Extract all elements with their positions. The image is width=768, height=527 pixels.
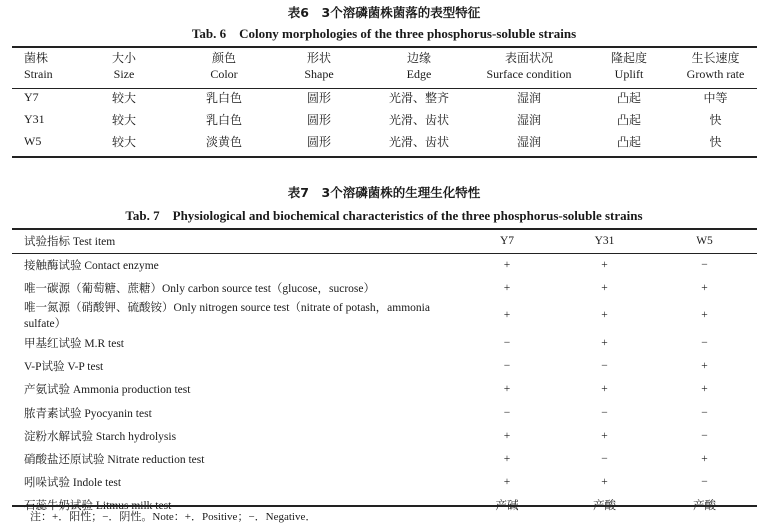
table-cell: − — [503, 336, 511, 349]
header-cn: 生长速度 — [691, 51, 740, 65]
header-cn: 隆起度 — [610, 51, 647, 65]
table-row — [12, 355, 757, 378]
table-cell: W5 — [24, 133, 42, 148]
table-cell: 凸起 — [616, 90, 641, 105]
table-cell: − — [701, 429, 708, 442]
header-cn: 边缘 — [406, 51, 431, 65]
header-cn: 形状 — [306, 51, 331, 65]
table-cell: 湿润 — [516, 134, 541, 149]
table-cell: − — [601, 452, 608, 465]
table6-header-cell — [674, 50, 757, 82]
table7 — [12, 229, 757, 517]
table-row — [12, 331, 757, 354]
table-cell: + — [503, 258, 511, 271]
table6-header-row — [12, 50, 757, 82]
table-cell: 湿润 — [516, 112, 541, 127]
table-cell: 乳白色 — [205, 112, 242, 127]
table6-header-cell — [474, 50, 584, 82]
header-en: Strain — [24, 67, 53, 81]
table-cell: 较大 — [111, 112, 136, 127]
table7-caption-en: Tab. 7 Physiological and biochemical characteristics of the three phosphorus-soluble strains — [125, 208, 643, 223]
table-cell: 湿润 — [516, 90, 541, 105]
table-cell: 唯一氮源（硝酸钾、硫酸铵）Only nitrogen source test（nitrate of potash，ammonia sulfate） — [24, 302, 430, 331]
table-cell: 光滑、齿状 — [388, 112, 449, 127]
header-cn: 颜色 — [211, 51, 236, 65]
table-cell: 圆形 — [306, 112, 331, 127]
table-cell: − — [701, 476, 708, 489]
table-cell: 光滑、整齐 — [388, 90, 449, 105]
table7-header-rule — [12, 253, 757, 254]
table6-header-cell — [584, 50, 674, 82]
table6-top-rule — [12, 46, 757, 48]
table-cell: + — [601, 336, 608, 349]
header-en: Uplift — [614, 67, 644, 81]
table7-caption-cn: 表7 3个溶磷菌株的生理生化特性 — [287, 185, 481, 200]
table7-header-cell: 试验指标 Test item — [24, 236, 116, 248]
header-en: Edge — [406, 67, 432, 81]
table-cell: + — [701, 383, 708, 396]
table-cell: 吲哚试验 Indole test — [24, 477, 122, 490]
table6-caption-en: Tab. 6 Colony morphologies of the three phosphorus-soluble strains — [191, 26, 577, 41]
table-cell: − — [701, 406, 708, 419]
table-cell: + — [601, 258, 608, 271]
table-cell: 较大 — [111, 90, 136, 105]
header-cn: 大小 — [111, 51, 136, 65]
table-cell: 甲基红试验 M.R test — [24, 337, 124, 350]
table6-header-cell — [274, 50, 364, 82]
table-cell: + — [601, 383, 608, 396]
table-cell: 圆形 — [306, 134, 331, 149]
table-row — [12, 276, 757, 299]
table-cell: 圆形 — [306, 90, 331, 105]
table6-caption-cn: 表6 3个溶磷菌株菌落的表型特征 — [287, 5, 481, 20]
header-en: Size — [113, 67, 135, 81]
table-row — [12, 299, 757, 331]
table-cell: − — [601, 360, 608, 373]
table-row — [12, 424, 757, 447]
table6-header-rule — [12, 88, 757, 89]
table6-header-cell — [174, 50, 274, 82]
table7-header-cell: W5 — [696, 235, 713, 247]
table-cell: − — [701, 258, 708, 271]
table-cell: 快 — [709, 112, 722, 127]
table-cell: + — [601, 309, 608, 322]
header-en: Color — [210, 67, 238, 81]
table-cell: + — [503, 452, 511, 465]
table-cell: 脓青素试验 Pyocyanin test — [24, 407, 152, 420]
table-cell: − — [503, 406, 511, 419]
table-cell: V-P试验 V-P test — [24, 361, 104, 374]
table7-header-cell: Y7 — [499, 235, 515, 247]
table-cell: 光滑、齿状 — [388, 134, 449, 149]
header-en: Shape — [304, 67, 334, 81]
table-row — [12, 108, 757, 130]
table-cell: + — [503, 281, 511, 294]
table7-bottom-rule — [12, 505, 757, 507]
table6-bottom-rule — [12, 156, 757, 158]
table-cell: Y31 — [24, 111, 45, 126]
header-en: Surface condition — [486, 67, 572, 81]
table-row — [12, 86, 757, 108]
table-cell: + — [701, 452, 708, 465]
table-cell: − — [601, 406, 608, 419]
table-cell: + — [503, 476, 511, 489]
table-row — [12, 447, 757, 470]
table-cell: + — [601, 429, 608, 442]
table-cell: 硝酸盐还原试验 Nitrate reduction test — [24, 453, 205, 466]
table-cell: + — [701, 360, 708, 373]
table-row — [12, 401, 757, 424]
table-cell: 凸起 — [616, 134, 641, 149]
table-cell: 快 — [709, 134, 722, 149]
table7-header-row — [12, 229, 757, 253]
table-cell: 唯一碳源（葡萄糖、蔗糖）Only carbon source test（glucose，sucrose） — [24, 282, 376, 295]
table7-header-cell: Y31 — [594, 235, 615, 247]
table-row — [12, 130, 757, 152]
table7-note: 注：+．阳性；−．阴性。Note：+．Positive；−．Negative． — [30, 511, 317, 523]
table-cell: + — [503, 309, 511, 322]
table-cell: − — [701, 336, 708, 349]
table6-header-cell — [364, 50, 474, 82]
table-row — [12, 378, 757, 401]
table6-header-cell — [74, 50, 174, 82]
table-cell: + — [601, 476, 608, 489]
table-cell: 接触酶试验 Contact enzyme — [24, 259, 159, 272]
table-cell: + — [503, 383, 511, 396]
table-cell: + — [601, 281, 608, 294]
table-cell: Y7 — [24, 89, 39, 104]
table-cell: 淡黄色 — [205, 134, 242, 149]
table6-header-cell — [12, 50, 74, 82]
header-en: Growth rate — [686, 67, 745, 81]
table-cell: + — [503, 429, 511, 442]
table-cell: 中等 — [703, 90, 728, 105]
table-cell: 凸起 — [616, 112, 641, 127]
table-cell: 较大 — [111, 134, 136, 149]
table-cell: 产氨试验 Ammonia production test — [24, 384, 191, 397]
header-cn: 菌株 — [24, 51, 49, 65]
table-cell: − — [503, 360, 511, 373]
table-row — [12, 471, 757, 494]
table-cell: + — [701, 309, 708, 322]
header-cn: 表面状况 — [504, 51, 553, 65]
table6 — [12, 50, 757, 152]
table-cell: + — [701, 281, 708, 294]
table-cell: 淀粉水解试验 Starch hydrolysis — [24, 430, 177, 443]
table-row — [12, 253, 757, 276]
table-cell: 乳白色 — [205, 90, 242, 105]
